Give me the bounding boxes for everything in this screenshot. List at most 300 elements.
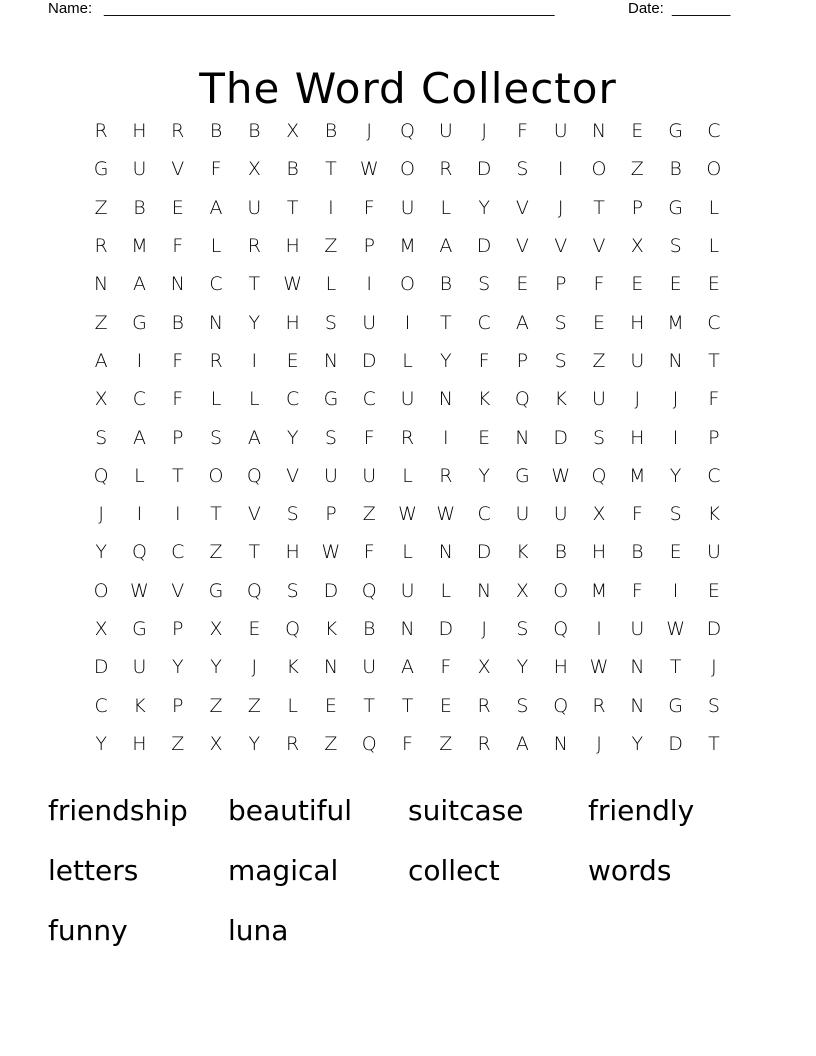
grid-letter: Q	[361, 579, 377, 602]
grid-letter: W	[398, 503, 417, 526]
grid-letter: Q	[93, 464, 109, 487]
grid-letter: P	[363, 235, 375, 258]
grid-letter: P	[631, 196, 644, 219]
grid-letter: M	[399, 235, 416, 258]
grid-row	[82, 265, 734, 303]
grid-letter: U	[400, 388, 415, 411]
grid-letter: T	[708, 349, 720, 372]
grid-letter: S	[516, 158, 529, 181]
grid-letter: F	[363, 426, 375, 449]
grid-letter: N	[477, 579, 492, 602]
grid-letter: D	[438, 618, 454, 640]
grid-letter: C	[477, 503, 491, 526]
grid-letter: P	[554, 273, 567, 296]
grid-letter: L	[325, 273, 337, 296]
grid-letter: A	[401, 656, 415, 679]
grid-letter: W	[589, 656, 609, 679]
grid-letter: F	[631, 503, 643, 526]
grid-letter: E	[669, 541, 682, 564]
grid-letter: J	[251, 656, 258, 679]
grid-letter: T	[325, 158, 337, 181]
grid-letter: W	[436, 503, 456, 526]
grid-letter: C	[362, 388, 376, 411]
grid-letter: R	[439, 464, 453, 487]
grid-letter: R	[400, 426, 415, 449]
grid-letter: C	[707, 120, 721, 143]
grid-letter: S	[478, 273, 491, 296]
grid-row	[82, 725, 734, 763]
grid-letter: X	[515, 579, 529, 602]
grid-letter: S	[669, 503, 682, 526]
grid-letter: C	[209, 273, 223, 296]
grid-letter: B	[133, 196, 146, 219]
grid-letter: P	[172, 694, 184, 717]
grid-letter: N	[170, 273, 185, 296]
grid-row	[82, 495, 734, 533]
grid-letter: H	[553, 656, 568, 679]
grid-letter: Y	[248, 732, 261, 755]
grid-letter: O	[591, 158, 607, 181]
grid-letter: A	[247, 426, 261, 449]
grid-letter: A	[94, 349, 108, 372]
grid-letter: N	[438, 388, 453, 411]
name-label: Name:	[48, 0, 93, 17]
grid-letter: O	[706, 158, 722, 181]
grid-letter: N	[630, 694, 645, 717]
grid-letter: Q	[246, 464, 262, 487]
grid-letter: N	[591, 120, 607, 143]
grid-letter: G	[132, 618, 147, 640]
grid-letter: S	[592, 426, 606, 449]
grid-letter: F	[440, 656, 452, 679]
grid-letter: N	[323, 349, 339, 372]
grid-letter: Q	[514, 388, 530, 411]
grid-letter: N	[208, 311, 224, 334]
grid-row	[82, 380, 734, 418]
grid-letter: N	[553, 732, 568, 755]
grid-letter: F	[631, 579, 643, 602]
grid-letter: D	[476, 541, 492, 564]
grid-letter: U	[362, 656, 377, 679]
grid-letter: S	[707, 694, 720, 717]
grid-letter: J	[711, 656, 717, 679]
grid-letter: I	[136, 349, 143, 372]
grid-letter: Q	[285, 618, 301, 640]
grid-letter: F	[363, 196, 375, 219]
grid-letter: S	[324, 426, 337, 449]
grid-letter: X	[209, 732, 223, 755]
grid-letter: Q	[361, 732, 377, 755]
grid-letter: S	[286, 579, 299, 602]
grid-letter: Y	[478, 464, 490, 487]
word-list-item: funny	[48, 913, 128, 947]
grid-letter: G	[668, 694, 683, 717]
grid-letter: H	[630, 426, 645, 449]
grid-letter: O	[553, 579, 569, 602]
grid-letter: G	[668, 120, 683, 143]
grid-letter: F	[402, 732, 413, 755]
grid-letter: H	[591, 541, 607, 564]
grid-letter: L	[708, 196, 720, 219]
grid-letter: E	[478, 426, 491, 449]
grid-letter: Y	[478, 196, 490, 219]
grid-letter: U	[592, 388, 606, 411]
grid-letter: G	[668, 196, 683, 219]
word-list-row	[48, 840, 768, 900]
grid-letter: H	[132, 732, 147, 755]
grid-letter: V	[515, 235, 529, 258]
grid-letter: I	[557, 158, 564, 181]
grid-letter: S	[554, 311, 567, 334]
grid-letter: A	[132, 426, 146, 449]
grid-letter: B	[439, 273, 453, 296]
grid-letter: Y	[516, 656, 529, 679]
word-list-item: magical	[228, 853, 339, 887]
grid-letter: N	[323, 656, 339, 679]
grid-letter: B	[363, 618, 376, 640]
grid-letter: E	[286, 349, 299, 372]
grid-letter: C	[707, 311, 721, 334]
grid-letter: Y	[631, 732, 644, 755]
word-list-item: words	[588, 853, 672, 887]
grid-letter: U	[438, 120, 453, 143]
grid-row	[82, 648, 734, 686]
grid-letter: L	[249, 388, 260, 411]
grid-letter: L	[402, 464, 413, 487]
grid-letter: N	[630, 656, 645, 679]
grid-letter: O	[400, 158, 415, 181]
word-list-item: luna	[228, 913, 289, 947]
grid-letter: Q	[131, 541, 147, 564]
grid-letter: C	[132, 388, 147, 411]
grid-letter: U	[362, 464, 377, 487]
grid-letter: F	[516, 120, 528, 143]
grid-letter: Z	[362, 503, 376, 526]
grid-letter: S	[286, 503, 299, 526]
grid-letter: B	[171, 311, 184, 334]
grid-letter: Q	[246, 579, 262, 602]
grid-letter: Y	[210, 656, 222, 679]
grid-row	[82, 610, 734, 648]
letter-grid	[82, 112, 734, 763]
grid-letter: F	[210, 158, 222, 181]
grid-letter: U	[400, 579, 415, 602]
grid-letter: M	[590, 579, 608, 602]
grid-row	[82, 112, 734, 150]
grid-letter: Z	[209, 541, 223, 564]
grid-letter: C	[477, 311, 491, 334]
grid-letter: B	[248, 120, 261, 143]
grid-letter: G	[93, 158, 109, 181]
grid-letter: W	[321, 541, 341, 564]
grid-letter: Q	[400, 120, 415, 143]
grid-letter: G	[515, 464, 530, 487]
grid-letter: H	[285, 311, 300, 334]
word-list-item: suitcase	[408, 793, 524, 827]
grid-letter: E	[631, 273, 644, 296]
grid-letter: R	[209, 349, 223, 372]
grid-letter: Z	[171, 732, 185, 755]
grid-letter: E	[248, 618, 261, 640]
grid-letter: Y	[95, 732, 107, 755]
grid-letter: Z	[94, 311, 108, 334]
grid-letter: W	[551, 464, 571, 487]
grid-row	[82, 303, 734, 341]
grid-letter: R	[171, 120, 185, 143]
grid-letter: Y	[440, 349, 452, 372]
grid-letter: R	[94, 235, 108, 258]
grid-letter: L	[440, 579, 452, 602]
grid-letter: E	[439, 694, 452, 717]
grid-letter: V	[554, 235, 568, 258]
grid-letter: X	[94, 388, 108, 411]
grid-letter: U	[553, 503, 568, 526]
grid-letter: W	[359, 158, 379, 181]
grid-letter: E	[631, 120, 644, 143]
grid-letter: R	[94, 120, 108, 143]
grid-letter: C	[707, 464, 721, 487]
grid-letter: S	[210, 426, 223, 449]
grid-letter: H	[285, 541, 300, 564]
grid-letter: Y	[669, 464, 682, 487]
grid-letter: N	[438, 541, 453, 564]
grid-letter: N	[400, 618, 415, 640]
grid-letter: U	[515, 503, 530, 526]
grid-letter: P	[708, 426, 720, 449]
grid-letter: C	[285, 388, 300, 411]
grid-letter: L	[210, 235, 222, 258]
grid-letter: I	[672, 579, 679, 602]
grid-letter: W	[130, 579, 149, 602]
grid-letter: J	[557, 196, 564, 219]
grid-letter: D	[476, 235, 492, 258]
grid-letter: H	[630, 311, 645, 334]
grid-letter: Y	[95, 541, 107, 564]
grid-letter: U	[132, 656, 147, 679]
grid-row	[82, 572, 734, 610]
page-title: The Word Collector	[199, 64, 617, 114]
grid-letter: K	[554, 388, 567, 411]
grid-letter: E	[669, 273, 682, 296]
grid-letter: D	[476, 158, 492, 181]
grid-row	[82, 418, 734, 456]
grid-letter: T	[248, 541, 261, 564]
grid-letter: A	[439, 235, 453, 258]
grid-letter: Z	[247, 694, 261, 717]
grid-letter: N	[668, 349, 683, 372]
grid-letter: M	[131, 235, 148, 258]
grid-letter: I	[328, 196, 334, 219]
grid-letter: J	[596, 732, 602, 755]
grid-letter: C	[171, 541, 185, 564]
grid-letter: I	[404, 311, 411, 334]
grid-letter: D	[706, 618, 722, 640]
grid-letter: A	[515, 311, 529, 334]
grid-letter: B	[209, 120, 223, 143]
grid-letter: Y	[171, 656, 184, 679]
grid-letter: J	[98, 503, 104, 526]
word-list-item: beautiful	[228, 793, 353, 827]
grid-letter: F	[363, 541, 375, 564]
grid-letter: S	[95, 426, 108, 449]
grid-letter: E	[324, 694, 337, 717]
grid-letter: L	[210, 388, 222, 411]
grid-letter: X	[592, 503, 606, 526]
grid-letter: Z	[324, 732, 338, 755]
grid-letter: I	[596, 618, 602, 640]
grid-letter: J	[366, 120, 373, 143]
grid-letter: B	[631, 541, 644, 564]
grid-letter: L	[287, 694, 298, 717]
grid-letter: I	[136, 503, 143, 526]
word-list-item: letters	[48, 853, 139, 887]
grid-letter: S	[516, 618, 529, 640]
grid-letter: D	[361, 349, 377, 372]
grid-letter: Z	[209, 694, 223, 717]
word-list-item: collect	[408, 853, 500, 887]
grid-letter: V	[286, 464, 300, 487]
grid-letter: T	[171, 464, 184, 487]
grid-letter: D	[93, 656, 109, 679]
grid-letter: H	[132, 120, 147, 143]
grid-letter: L	[134, 464, 145, 487]
grid-letter: U	[706, 541, 721, 564]
date-label: Date:	[628, 0, 664, 17]
grid-letter: K	[477, 388, 491, 411]
grid-letter: X	[286, 120, 300, 143]
grid-letter: U	[323, 464, 338, 487]
grid-letter: Z	[94, 196, 108, 219]
grid-letter: D	[323, 579, 339, 602]
grid-letter: P	[172, 618, 184, 640]
grid-letter: G	[323, 388, 339, 411]
grid-letter: Z	[592, 349, 606, 372]
grid-letter: Q	[591, 464, 607, 487]
grid-letter: T	[593, 196, 605, 219]
grid-letter: P	[325, 503, 337, 526]
grid-letter: K	[324, 618, 338, 640]
grid-letter: F	[478, 349, 490, 372]
grid-letter: G	[132, 311, 147, 334]
grid-letter: Z	[439, 732, 453, 755]
grid-letter: T	[210, 503, 222, 526]
grid-letter: O	[208, 464, 224, 487]
grid-letter: F	[172, 388, 184, 411]
grid-letter: R	[592, 694, 606, 717]
grid-letter: X	[630, 235, 644, 258]
grid-letter: R	[247, 235, 261, 258]
grid-letter: V	[171, 158, 185, 181]
grid-letter: I	[174, 503, 181, 526]
grid-row	[82, 189, 734, 227]
grid-letter: J	[481, 120, 487, 143]
grid-letter: F	[172, 349, 184, 372]
grid-letter: I	[251, 349, 258, 372]
grid-letter: J	[634, 388, 641, 411]
grid-letter: M	[629, 464, 646, 487]
grid-row	[82, 457, 734, 495]
grid-letter: N	[515, 426, 530, 449]
grid-letter: U	[553, 120, 568, 143]
grid-letter: E	[707, 273, 720, 296]
grid-letter: T	[401, 694, 414, 717]
grid-letter: K	[516, 541, 529, 564]
grid-letter: O	[93, 579, 109, 602]
grid-letter: K	[286, 656, 299, 679]
grid-letter: T	[286, 196, 299, 219]
grid-letter: K	[133, 694, 146, 717]
grid-letter: X	[209, 618, 223, 640]
grid-letter: B	[554, 541, 567, 564]
grid-letter: E	[707, 579, 720, 602]
word-list-row	[48, 900, 768, 960]
grid-letter: L	[708, 235, 720, 258]
grid-letter: A	[132, 273, 146, 296]
grid-letter: S	[669, 235, 682, 258]
grid-letter: L	[402, 349, 413, 372]
grid-letter: L	[402, 541, 413, 564]
grid-letter: F	[593, 273, 605, 296]
grid-letter: X	[247, 158, 261, 181]
grid-letter: R	[439, 158, 453, 181]
grid-row	[82, 342, 734, 380]
grid-letter: Y	[248, 311, 261, 334]
grid-letter: U	[247, 196, 262, 219]
grid-row	[82, 686, 734, 724]
grid-letter: B	[669, 158, 682, 181]
grid-letter: L	[440, 196, 452, 219]
grid-letter: Z	[630, 158, 644, 181]
grid-letter: V	[515, 196, 529, 219]
grid-letter: V	[592, 235, 606, 258]
grid-letter: Y	[286, 426, 299, 449]
grid-letter: A	[209, 196, 223, 219]
grid-letter: T	[440, 311, 452, 334]
grid-letter: R	[477, 732, 491, 755]
grid-letter: N	[94, 273, 109, 296]
grid-row	[82, 227, 734, 265]
word-list	[48, 780, 768, 960]
grid-letter: X	[477, 656, 491, 679]
grid-letter: Q	[553, 618, 569, 640]
grid-letter: T	[669, 656, 682, 679]
grid-letter: H	[285, 235, 300, 258]
word-list-row	[48, 780, 768, 840]
grid-letter: V	[247, 503, 261, 526]
grid-letter: T	[708, 732, 720, 755]
grid-letter: E	[171, 196, 184, 219]
grid-letter: Z	[324, 235, 338, 258]
name-line: ______________________________________________________	[104, 0, 555, 17]
grid-letter: P	[172, 426, 184, 449]
grid-letter: I	[366, 273, 373, 296]
grid-letter: D	[553, 426, 569, 449]
grid-letter: J	[672, 388, 679, 411]
grid-letter: T	[363, 694, 376, 717]
grid-letter: V	[171, 579, 185, 602]
grid-letter: S	[516, 694, 529, 717]
grid-letter: U	[630, 618, 645, 640]
grid-letter: K	[707, 503, 721, 526]
word-list-item: friendly	[588, 793, 695, 827]
grid-letter: E	[593, 311, 606, 334]
grid-letter: G	[208, 579, 224, 602]
grid-row	[82, 150, 734, 188]
grid-letter: D	[668, 732, 683, 755]
grid-letter: U	[630, 349, 645, 372]
grid-letter: Q	[553, 694, 569, 717]
grid-letter: B	[324, 120, 338, 143]
